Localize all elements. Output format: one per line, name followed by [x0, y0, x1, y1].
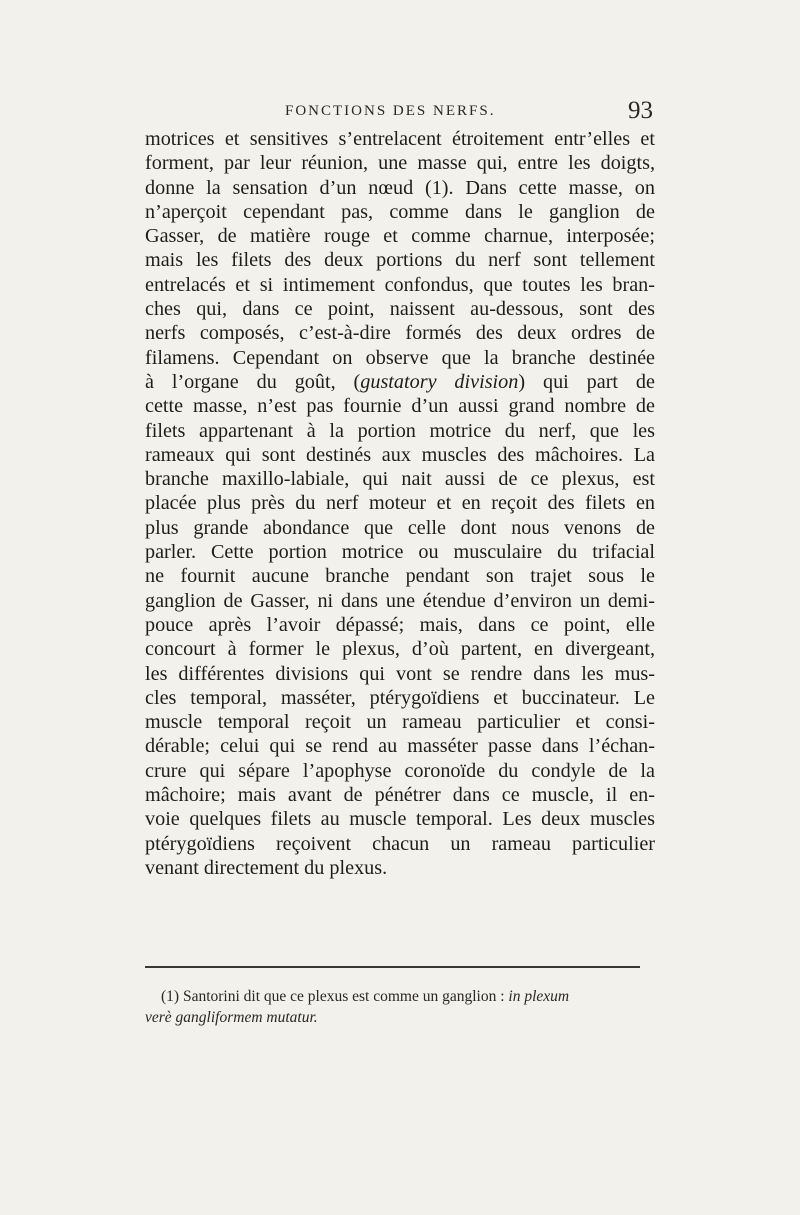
text-line: ches qui, dans ce point, naissent au-dessous, sont des	[145, 298, 655, 321]
text-line: dérable; celui qui se rend au masséter passe dans l’échan-	[145, 735, 655, 758]
text-fragment: ) qui part de	[518, 370, 655, 393]
text-line: cette masse, n’est pas fournie d’un aussi grand nombre de	[145, 395, 655, 418]
text-line: muscle temporal reçoit un rameau particulier et consi-	[145, 711, 655, 734]
text-line: crure qui sépare l’apophyse coronoïde du condyle de la	[145, 759, 655, 782]
text-line: voie quelques filets au muscle temporal. Les deux muscles	[145, 808, 655, 831]
text-line: pouce après l’avoir dépassé; mais, dans ce point, elle	[145, 613, 655, 636]
text-line: ptérygoïdiens reçoivent chacun un rameau particulier	[145, 832, 655, 855]
footnote-latin-continued: verè gangliformem mutatur.	[145, 1009, 318, 1026]
text-line: mâchoire; mais avant de pénétrer dans ce muscle, il en-	[145, 784, 655, 807]
text-line: ganglion de Gasser, ni dans une étendue d’environ un demi-	[145, 589, 655, 612]
text-line: les différentes divisions qui vont se rendre dans les mus-	[145, 662, 655, 685]
text-line: motrices et sensitives s’entrelacent étroitement entr’elles et	[145, 128, 655, 150]
italic-term: gustatory division	[360, 370, 519, 393]
text-line: n’aperçoit cependant pas, comme dans le ganglion de	[145, 200, 655, 223]
footnote-latin: in plexum	[508, 988, 570, 1005]
text-line: branche maxillo-labiale, qui nait aussi de ce plexus, est	[145, 468, 655, 491]
running-title: FONCTIONS DES NERFS.	[285, 103, 496, 119]
text-line-with-italic	[145, 370, 655, 394]
footnote-text: (1) Santorini dit que ce plexus est comme un ganglion :	[161, 988, 509, 1005]
page-number: 93	[628, 97, 653, 124]
text-fragment: à l’organe du goût, (	[145, 370, 361, 393]
text-line: mais les filets des deux portions du nerf sont tellement	[145, 249, 655, 272]
body-text	[145, 127, 655, 880]
footnote	[145, 986, 665, 1028]
text-line: placée plus près du nerf moteur et en reçoit des filets en	[145, 492, 655, 515]
text-line: filets appartenant à la portion motrice du nerf, que les	[145, 419, 655, 442]
text-line: forment, par leur réunion, une masse qui, entre les doigts,	[145, 152, 655, 175]
footnote-rule	[145, 966, 640, 968]
footnote-line	[145, 986, 665, 1007]
text-line: donne la sensation d’un nœud (1). Dans cette masse, on	[145, 176, 655, 199]
text-line: nerfs composés, c’est-à-dire formés des deux ordres de	[145, 322, 655, 345]
text-line: cles temporal, masséter, ptérygoïdiens et buccinateur. Le	[145, 686, 655, 709]
text-line: rameaux qui sont destinés aux muscles des mâchoires. La	[145, 443, 655, 466]
running-head	[145, 97, 653, 127]
text-line: parler. Cette portion motrice ou musculaire du trifacial	[145, 541, 655, 564]
text-line: venant directement du plexus.	[145, 856, 388, 879]
text-line: filamens. Cependant on observe que la branche destinée	[145, 346, 655, 369]
text-line: Gasser, de matière rouge et comme charnue, interposée;	[145, 225, 655, 248]
text-line: plus grande abondance que celle dont nous venons de	[145, 516, 655, 539]
text-line: entrelacés et si intimement confondus, que toutes les bran-	[145, 273, 655, 296]
text-line: ne fournit aucune branche pendant son trajet sous le	[145, 565, 655, 588]
text-line: concourt à former le plexus, d’où partent, en divergeant,	[145, 638, 655, 661]
